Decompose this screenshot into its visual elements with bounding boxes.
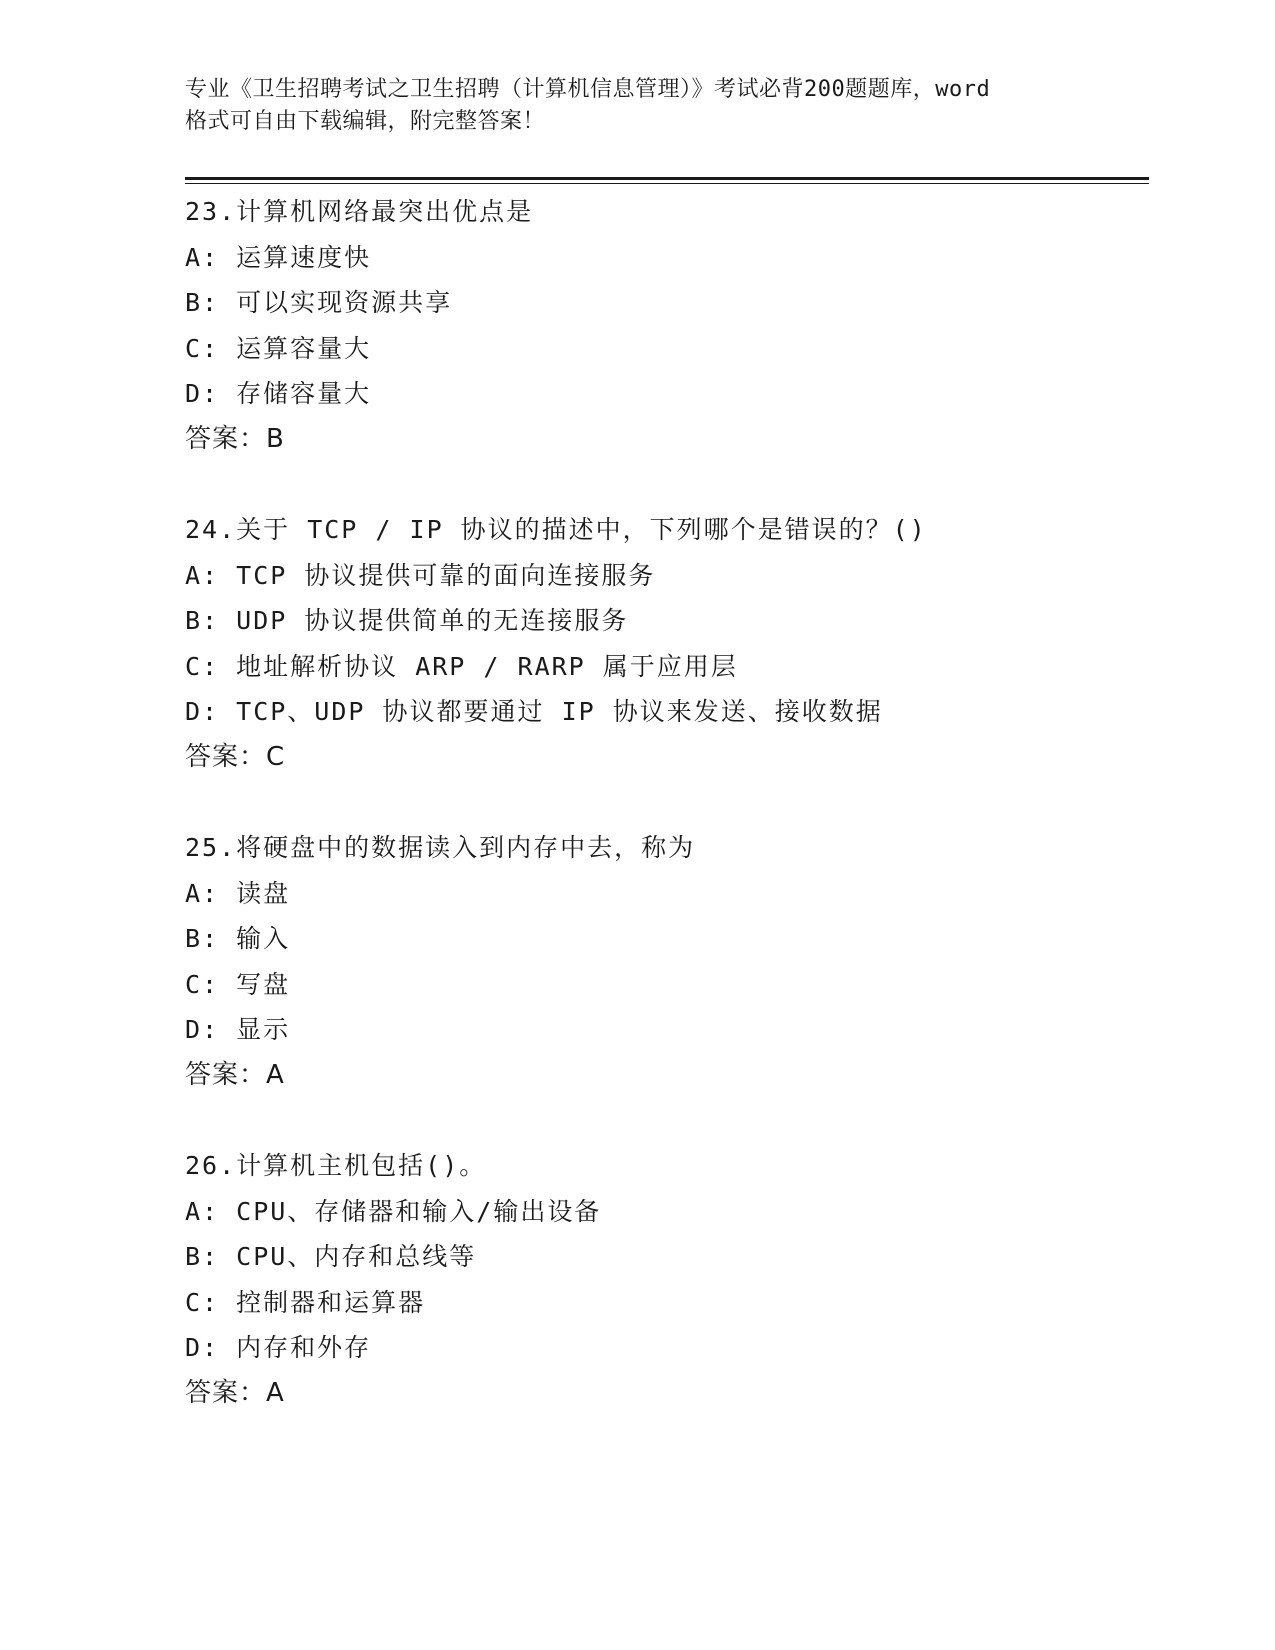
option-d: D: 显示: [185, 1015, 291, 1044]
option-b: B: 输入: [185, 924, 291, 953]
option-d: D: 内存和外存: [185, 1333, 372, 1362]
header-line-2: 格式可自由下载编辑，附完整答案！: [185, 109, 546, 134]
header-line-1: 专业《卫生招聘考试之卫生招聘（计算机信息管理）》考试必背200题题库，word: [185, 77, 991, 102]
question-24: [185, 507, 1145, 825]
option-c: C: 写盘: [185, 969, 291, 999]
document-header: [185, 74, 1085, 138]
question-stem: 25.将硬盘中的数据读入到内存中去，称为: [185, 833, 696, 862]
answer-line: 答案：A: [185, 1059, 285, 1090]
question-stem: 23.计算机网络最突出优点是: [185, 197, 534, 226]
header-rule-thin: [185, 183, 1149, 184]
question-stem: 24.关于 TCP / IP 协议的描述中，下列哪个是错误的？(): [185, 515, 927, 544]
answer-line: 答案：B: [185, 423, 285, 454]
question-23: [185, 189, 1145, 507]
option-a: A: TCP 协议提供可靠的面向连接服务: [185, 560, 656, 590]
question-25: [185, 825, 1145, 1143]
option-b: B: UDP 协议提供简单的无连接服务: [185, 606, 629, 635]
question-26: [185, 1143, 1145, 1461]
question-list: [185, 189, 1145, 1461]
header-rule-thick: [185, 177, 1149, 180]
answer-line: 答案：A: [185, 1377, 285, 1408]
answer-line: 答案：C: [185, 741, 286, 772]
option-a: A: CPU、存储器和输入/输出设备: [185, 1196, 602, 1226]
option-c: C: 控制器和运算器: [185, 1287, 426, 1317]
option-b: B: CPU、内存和总线等: [185, 1242, 477, 1271]
option-a: A: 读盘: [185, 878, 291, 908]
option-a: A: 运算速度快: [185, 242, 372, 272]
option-c: C: 运算容量大: [185, 333, 372, 363]
option-d: D: 存储容量大: [185, 379, 372, 408]
option-b: B: 可以实现资源共享: [185, 288, 453, 317]
question-stem: 26.计算机主机包括()。: [185, 1151, 487, 1180]
option-d: D: TCP、UDP 协议都要通过 IP 协议来发送、接收数据: [185, 697, 883, 726]
option-c: C: 地址解析协议 ARP / RARP 属于应用层: [185, 651, 738, 681]
